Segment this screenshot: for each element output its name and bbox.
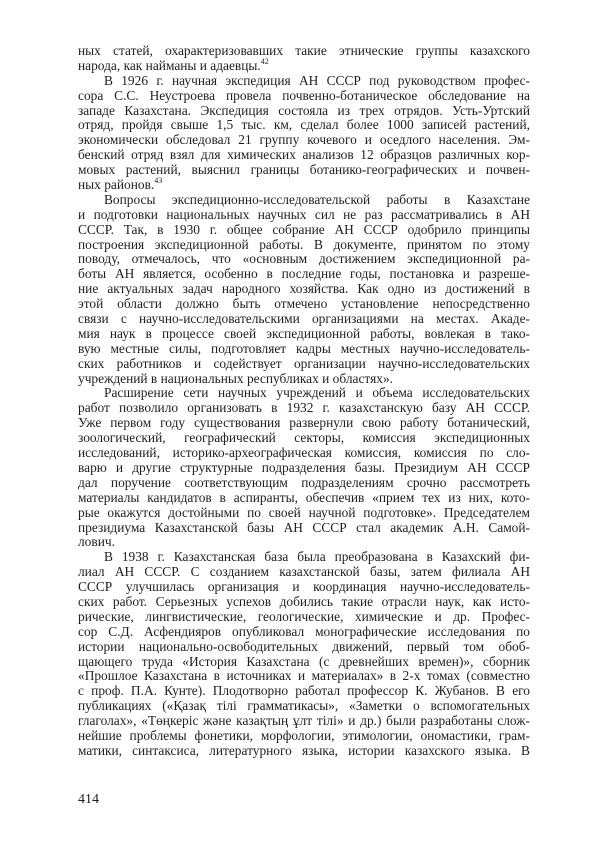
line-text: материалы кандидатов в аспиранты, обеспечив «прием тех из них, кото-	[78, 489, 530, 505]
paragraph	[78, 74, 530, 193]
line-text: бенский отряд взял для химических анализов 12 образцов различных кор-	[78, 147, 530, 163]
document-body	[78, 44, 530, 759]
line-text: вую местные силы, подготовляет кадры местных научно-исследователь-	[78, 340, 530, 356]
text-line	[78, 446, 530, 461]
text-line	[78, 506, 530, 521]
line-text: «Прошлое Казахстана в источниках и материалах» в 2-х томах (совместно	[78, 668, 530, 684]
text-line	[78, 625, 530, 640]
line-text: варю и другие структурные подразделения базы. Президиум АН СССР	[78, 459, 530, 475]
line-text: мия наук в процессе своей экспедиционной работы, вовлекая в тако-	[78, 325, 530, 341]
line-text: В 1938 г. Казахстанская база была преобразована в Казахский фи-	[104, 549, 530, 565]
line-text: исследований, историко-археографическая комиссия, комиссия по сло-	[78, 445, 530, 461]
text-line	[78, 267, 530, 282]
text-line	[78, 357, 530, 372]
paragraph	[78, 550, 530, 758]
text-line	[78, 312, 530, 327]
line-text: президиума Казахстанской базы АН СССР стал академик А.Н. Самой-	[78, 519, 530, 535]
text-line	[78, 104, 530, 119]
text-line	[78, 133, 530, 148]
text-line	[78, 178, 530, 193]
text-line	[78, 729, 530, 744]
text-line	[78, 56, 530, 74]
line-text: рические, лингвистические, геологические, химические и др. Профес-	[78, 608, 530, 624]
line-text: ных районов.	[78, 177, 155, 193]
line-text: с проф. П.А. Кунте). Плодотворно работал профессор К. Жубанов. В его	[78, 683, 530, 699]
line-text: лович.	[78, 534, 115, 550]
line-text: этой области должно быть отмечено установление непосредственно	[78, 296, 530, 312]
text-line	[78, 74, 530, 89]
text-line	[78, 44, 530, 59]
line-text: нейшие проблемы фонетики, морфологии, этимологии, ономастики, грам-	[78, 727, 530, 743]
text-line	[78, 416, 530, 431]
text-line	[78, 252, 530, 267]
line-text: зоологический, географический секторы, комиссия экспедиционных	[78, 430, 530, 446]
text-line	[78, 699, 530, 714]
text-line	[78, 282, 530, 297]
line-text: построения экспедиционной работы. В документе, принятом по этому	[78, 236, 530, 252]
text-line	[78, 223, 530, 238]
line-text: ние актуальных задач народного хозяйства. Как одно из достижений в	[78, 281, 530, 297]
text-line	[78, 461, 530, 476]
line-text: ских работников и содействует организации научно-исследовательских	[78, 355, 530, 371]
line-text: СССР улучшилась организация и координация научно-исследователь-	[78, 579, 530, 595]
footnote-reference: 43	[154, 176, 163, 186]
footnote-reference: 42	[260, 56, 269, 66]
text-line	[78, 208, 530, 223]
line-text: Расширение сети научных учреждений и объема исследовательских	[104, 385, 530, 401]
line-text: щающего труда «История Казахстана (с древнейших времен)», сборник	[78, 653, 530, 669]
line-text: и подготовки национальных научных сил не раз рассматривались в АН	[78, 206, 530, 222]
line-text: публикациях («Қазақ тілі грамматикасы», «Заметки о вспомогательных	[78, 698, 530, 714]
line-text: отряд, пройдя свыше 1,5 тыс. км, сделал более 1000 записей растений,	[78, 117, 530, 133]
line-text: поводу, отмечалось, что «основным достижением экспедиционной ра-	[78, 251, 530, 267]
line-text: мовых растений, выяснил границы ботанико-географических и почвен-	[78, 162, 530, 178]
text-line	[78, 610, 530, 625]
line-text: рые окажутся достойными по своей научной подготовке». Председателем	[78, 504, 530, 520]
text-line	[78, 744, 530, 759]
text-line	[78, 431, 530, 446]
line-text: матики, синтаксиса, литературного языка, истории казахского языка. В	[78, 742, 530, 758]
text-line	[78, 535, 530, 550]
line-text: ских работ. Серьезных успехов добились такие отрасли наук, как исто-	[78, 593, 530, 609]
text-line	[78, 372, 530, 387]
text-line	[78, 238, 530, 253]
text-line	[78, 491, 530, 506]
text-line	[78, 327, 530, 342]
line-text: СССР. Так, в 1930 г. общее собрание АН СССР одобрило принципы	[78, 221, 530, 237]
text-line	[78, 640, 530, 655]
text-line	[78, 386, 530, 401]
text-line	[78, 148, 530, 163]
text-line	[78, 655, 530, 670]
text-line	[78, 521, 530, 536]
text-line	[78, 476, 530, 491]
line-text: истории национально-освободительных движений, первый том обоб-	[78, 638, 530, 654]
line-text: сор С.Д. Асфендияров опубликовал монографические исследования по	[78, 623, 530, 639]
text-line	[78, 401, 530, 416]
line-text: народа, как найманы и адаевцы.	[78, 57, 261, 73]
paragraph	[78, 44, 530, 74]
text-line	[78, 595, 530, 610]
text-line	[78, 684, 530, 699]
text-line	[78, 297, 530, 312]
line-text: сора С.С. Неустроева провела почвенно-ботаническое обследование на	[78, 87, 530, 103]
line-text: связи с научно-исследовательскими организациями на местах. Акаде-	[78, 311, 530, 327]
text-line	[78, 118, 530, 133]
line-text: ных статей, охарактеризовавших такие этнические группы казахского	[78, 43, 530, 58]
text-line	[78, 714, 530, 729]
text-line	[78, 565, 530, 580]
line-text: работ позволило организовать в 1932 г. казахстанскую базу АН СССР.	[78, 400, 530, 416]
line-text: западе Казахстана. Экспедиция состояла из трех отрядов. Усть-Уртский	[78, 102, 530, 118]
paragraph	[78, 386, 530, 550]
line-text: экономически обследовал 21 группу кочевого и оседлого населения. Эм-	[78, 132, 530, 148]
text-line	[78, 550, 530, 565]
page-number: 414	[78, 792, 99, 807]
text-line	[78, 193, 530, 208]
line-text: Вопросы экспедиционно-исследовательской работы в Казахстане	[104, 191, 530, 207]
text-line	[78, 163, 530, 178]
text-line	[78, 89, 530, 104]
text-line	[78, 580, 530, 595]
line-text: учреждений в национальных республиках и областях».	[78, 370, 393, 386]
paragraph	[78, 193, 530, 387]
line-text: В 1926 г. научная экспедиция АН СССР под руководством профес-	[104, 72, 530, 88]
text-line	[78, 669, 530, 684]
line-text: глаголах», «Төңкеріс және казақтың ұлт тілі» и др.) были разработаны слож-	[78, 713, 530, 729]
line-text: боты АН является, особенно в последние годы, постановка и разреше-	[78, 266, 530, 282]
text-line	[78, 342, 530, 357]
line-text: лиал АН СССР. С созданием казахстанской базы, затем филиала АН	[78, 564, 530, 580]
line-text: дал поручение соответствующим подразделениям срочно рассмотреть	[78, 474, 530, 490]
line-text: Уже первом году существования развернули свою работу ботанический,	[78, 415, 530, 431]
